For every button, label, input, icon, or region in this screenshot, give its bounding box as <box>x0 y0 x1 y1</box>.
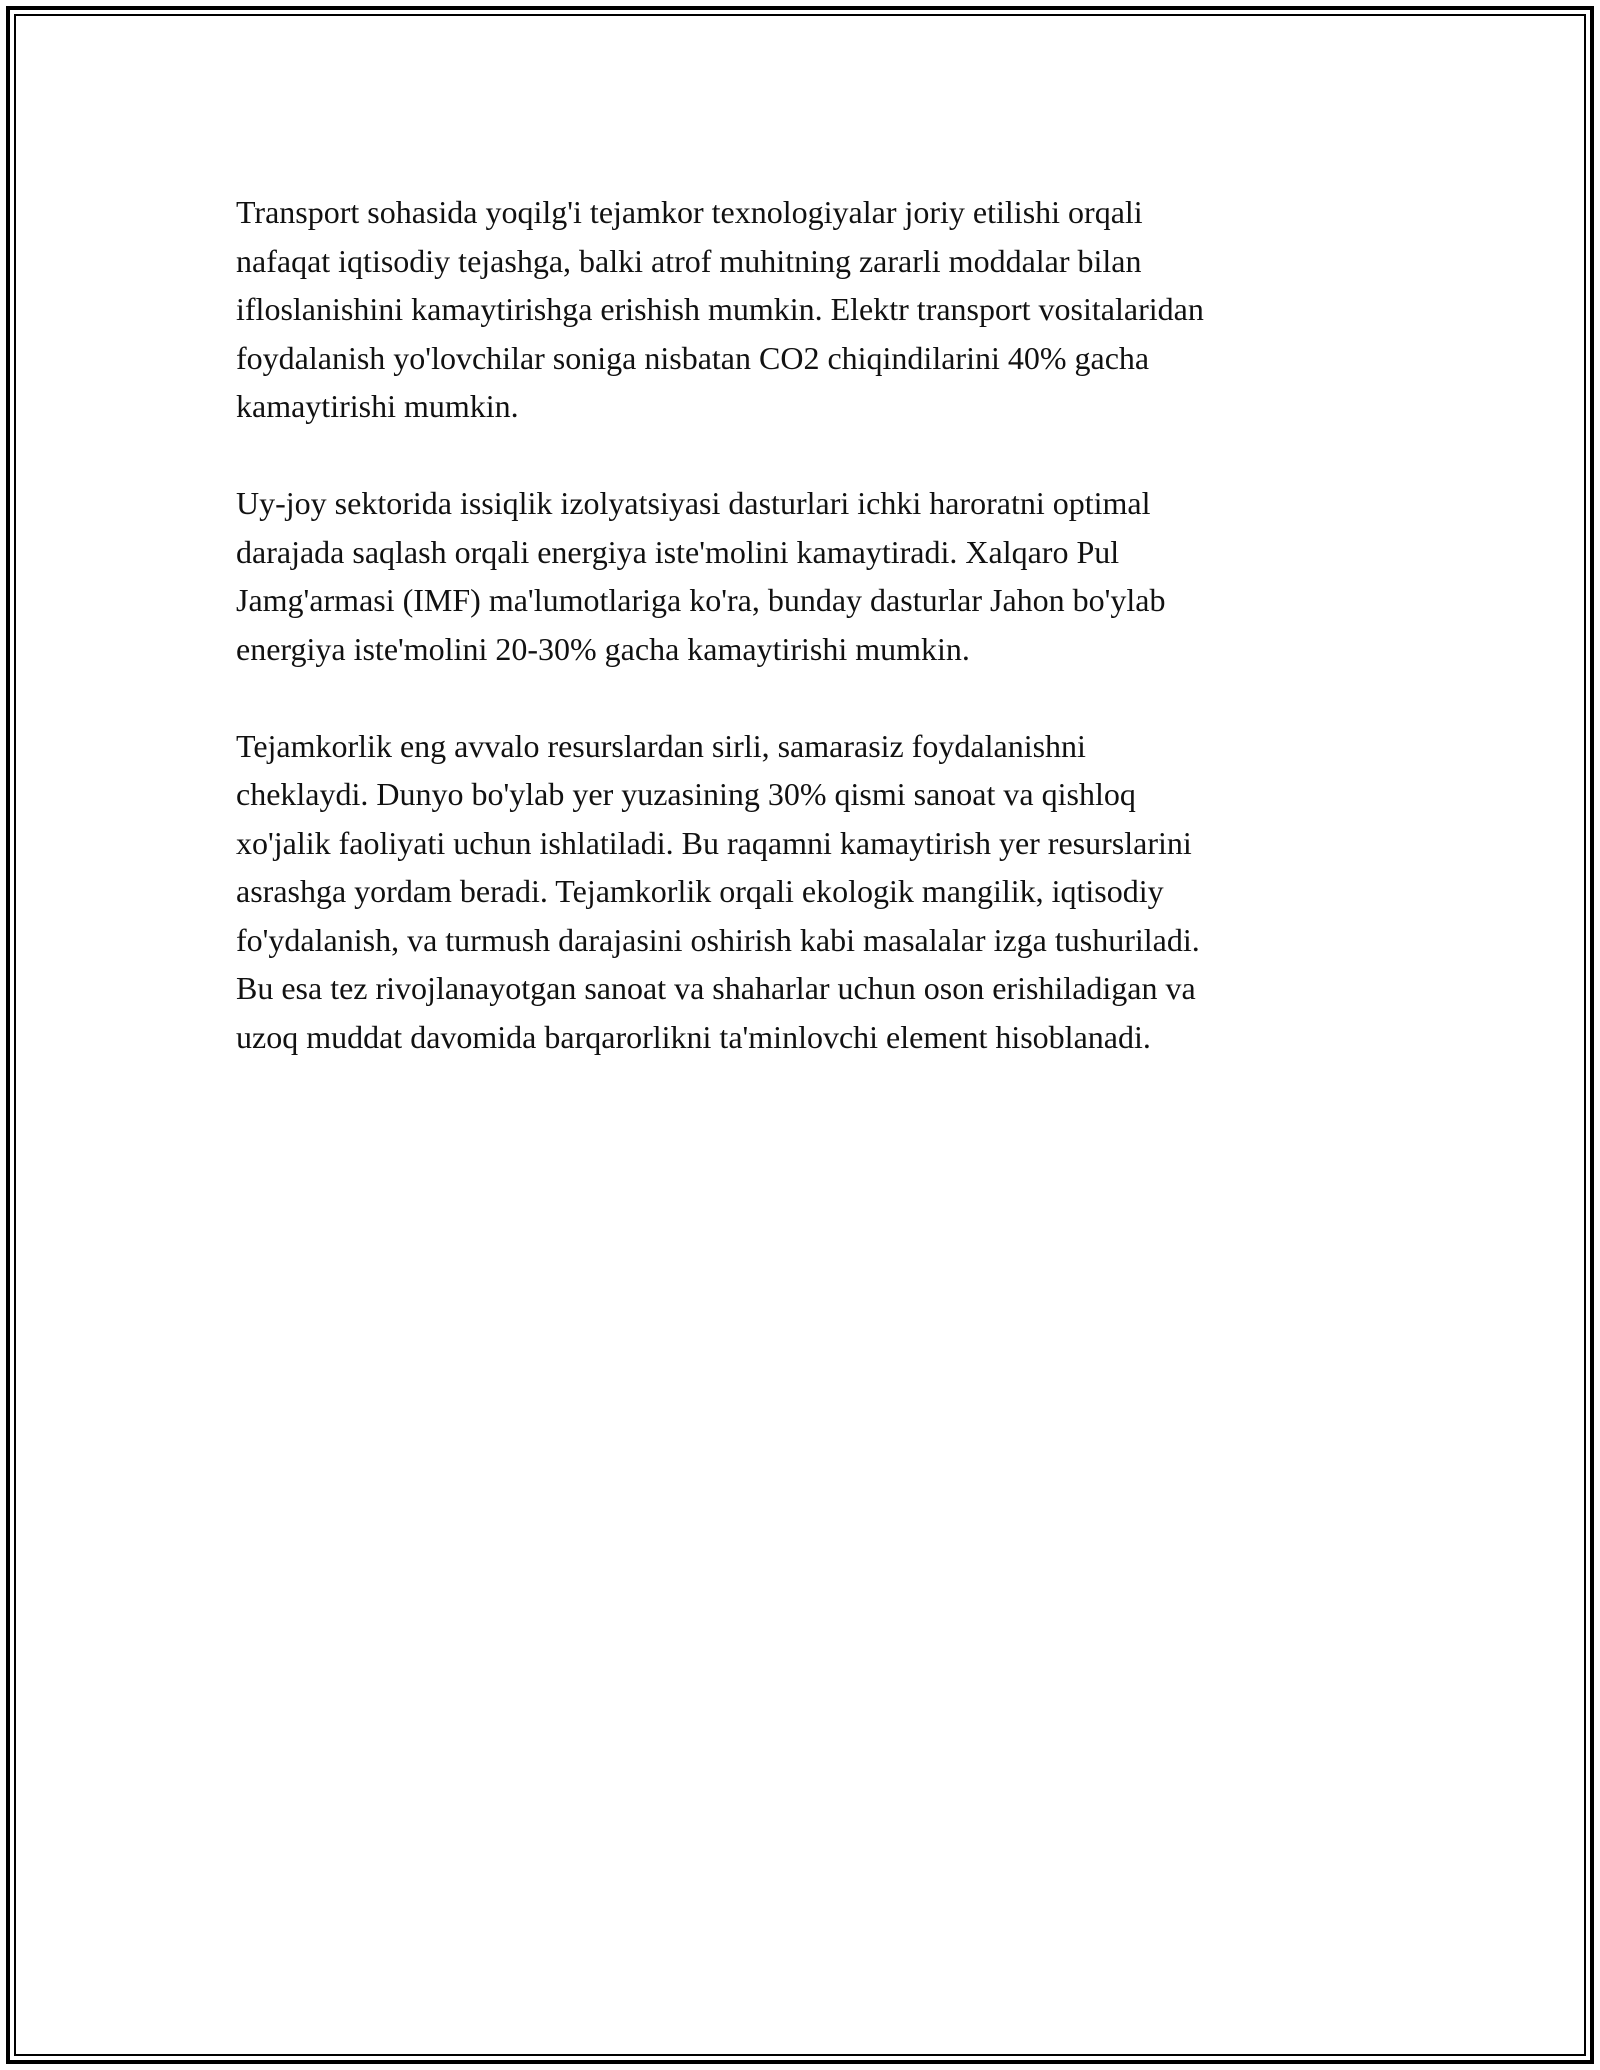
paragraph-transport <box>236 188 1366 431</box>
text-line: nafaqat iqtisodiy tejashga, balki atrof muhitning zararli moddalar bilan <box>236 242 1142 279</box>
text-line: energiya iste'molini 20-30% gacha kamaytirishi mumkin. <box>236 630 970 667</box>
document-body <box>236 188 1366 1110</box>
text-line: xo'jalik faoliyati uchun ishlatiladi. Bu raqamni kamaytirish yer resurslarini <box>236 824 1192 861</box>
text-line: Jamg'armasi (IMF) ma'lumotlariga ko'ra, bunday dasturlar Jahon bo'ylab <box>236 582 1166 618</box>
text-line: ifloslanishini kamaytirishga erishish mumkin. Elektr transport vositalaridan <box>236 291 1204 327</box>
text-line: cheklaydi. Dunyo bo'ylab yer yuzasining 30% qismi sanoat va qishloq <box>236 776 1136 812</box>
text-line: uzoq muddat davomida barqarorlikni ta'minlovchi element hisoblanadi. <box>236 1018 1151 1055</box>
text-line: Tejamkorlik eng avvalo resurslardan sirli, samarasiz foydalanishni <box>236 727 1086 764</box>
text-line: Uy-joy sektorida issiqlik izolyatsiyasi dasturlari ichki haroratni optimal <box>236 485 1151 521</box>
text-line: kamaytirishi mumkin. <box>236 388 519 424</box>
paragraph-housing <box>236 479 1366 673</box>
text-line: darajada saqlash orqali energiya iste'molini kamaytiradi. Xalqaro Pul <box>236 533 1120 570</box>
text-line: fo'ydalanish, va turmush darajasini oshirish kabi masalalar izga tushuriladi. <box>236 921 1200 958</box>
text-line: Transport sohasida yoqilg'i tejamkor texnologiyalar joriy etilishi orqali <box>236 194 1143 230</box>
text-line: Bu esa tez rivojlanayotgan sanoat va shaharlar uchun oson erishiladigan va <box>236 970 1196 1006</box>
text-line: foydalanish yo'lovchilar soniga nisbatan CO2 chiqindilarini 40% gacha <box>236 339 1150 376</box>
text-line: asrashga yordam beradi. Tejamkorlik orqali ekologik mangilik, iqtisodiy <box>236 873 1164 909</box>
paragraph-resources <box>236 722 1366 1062</box>
